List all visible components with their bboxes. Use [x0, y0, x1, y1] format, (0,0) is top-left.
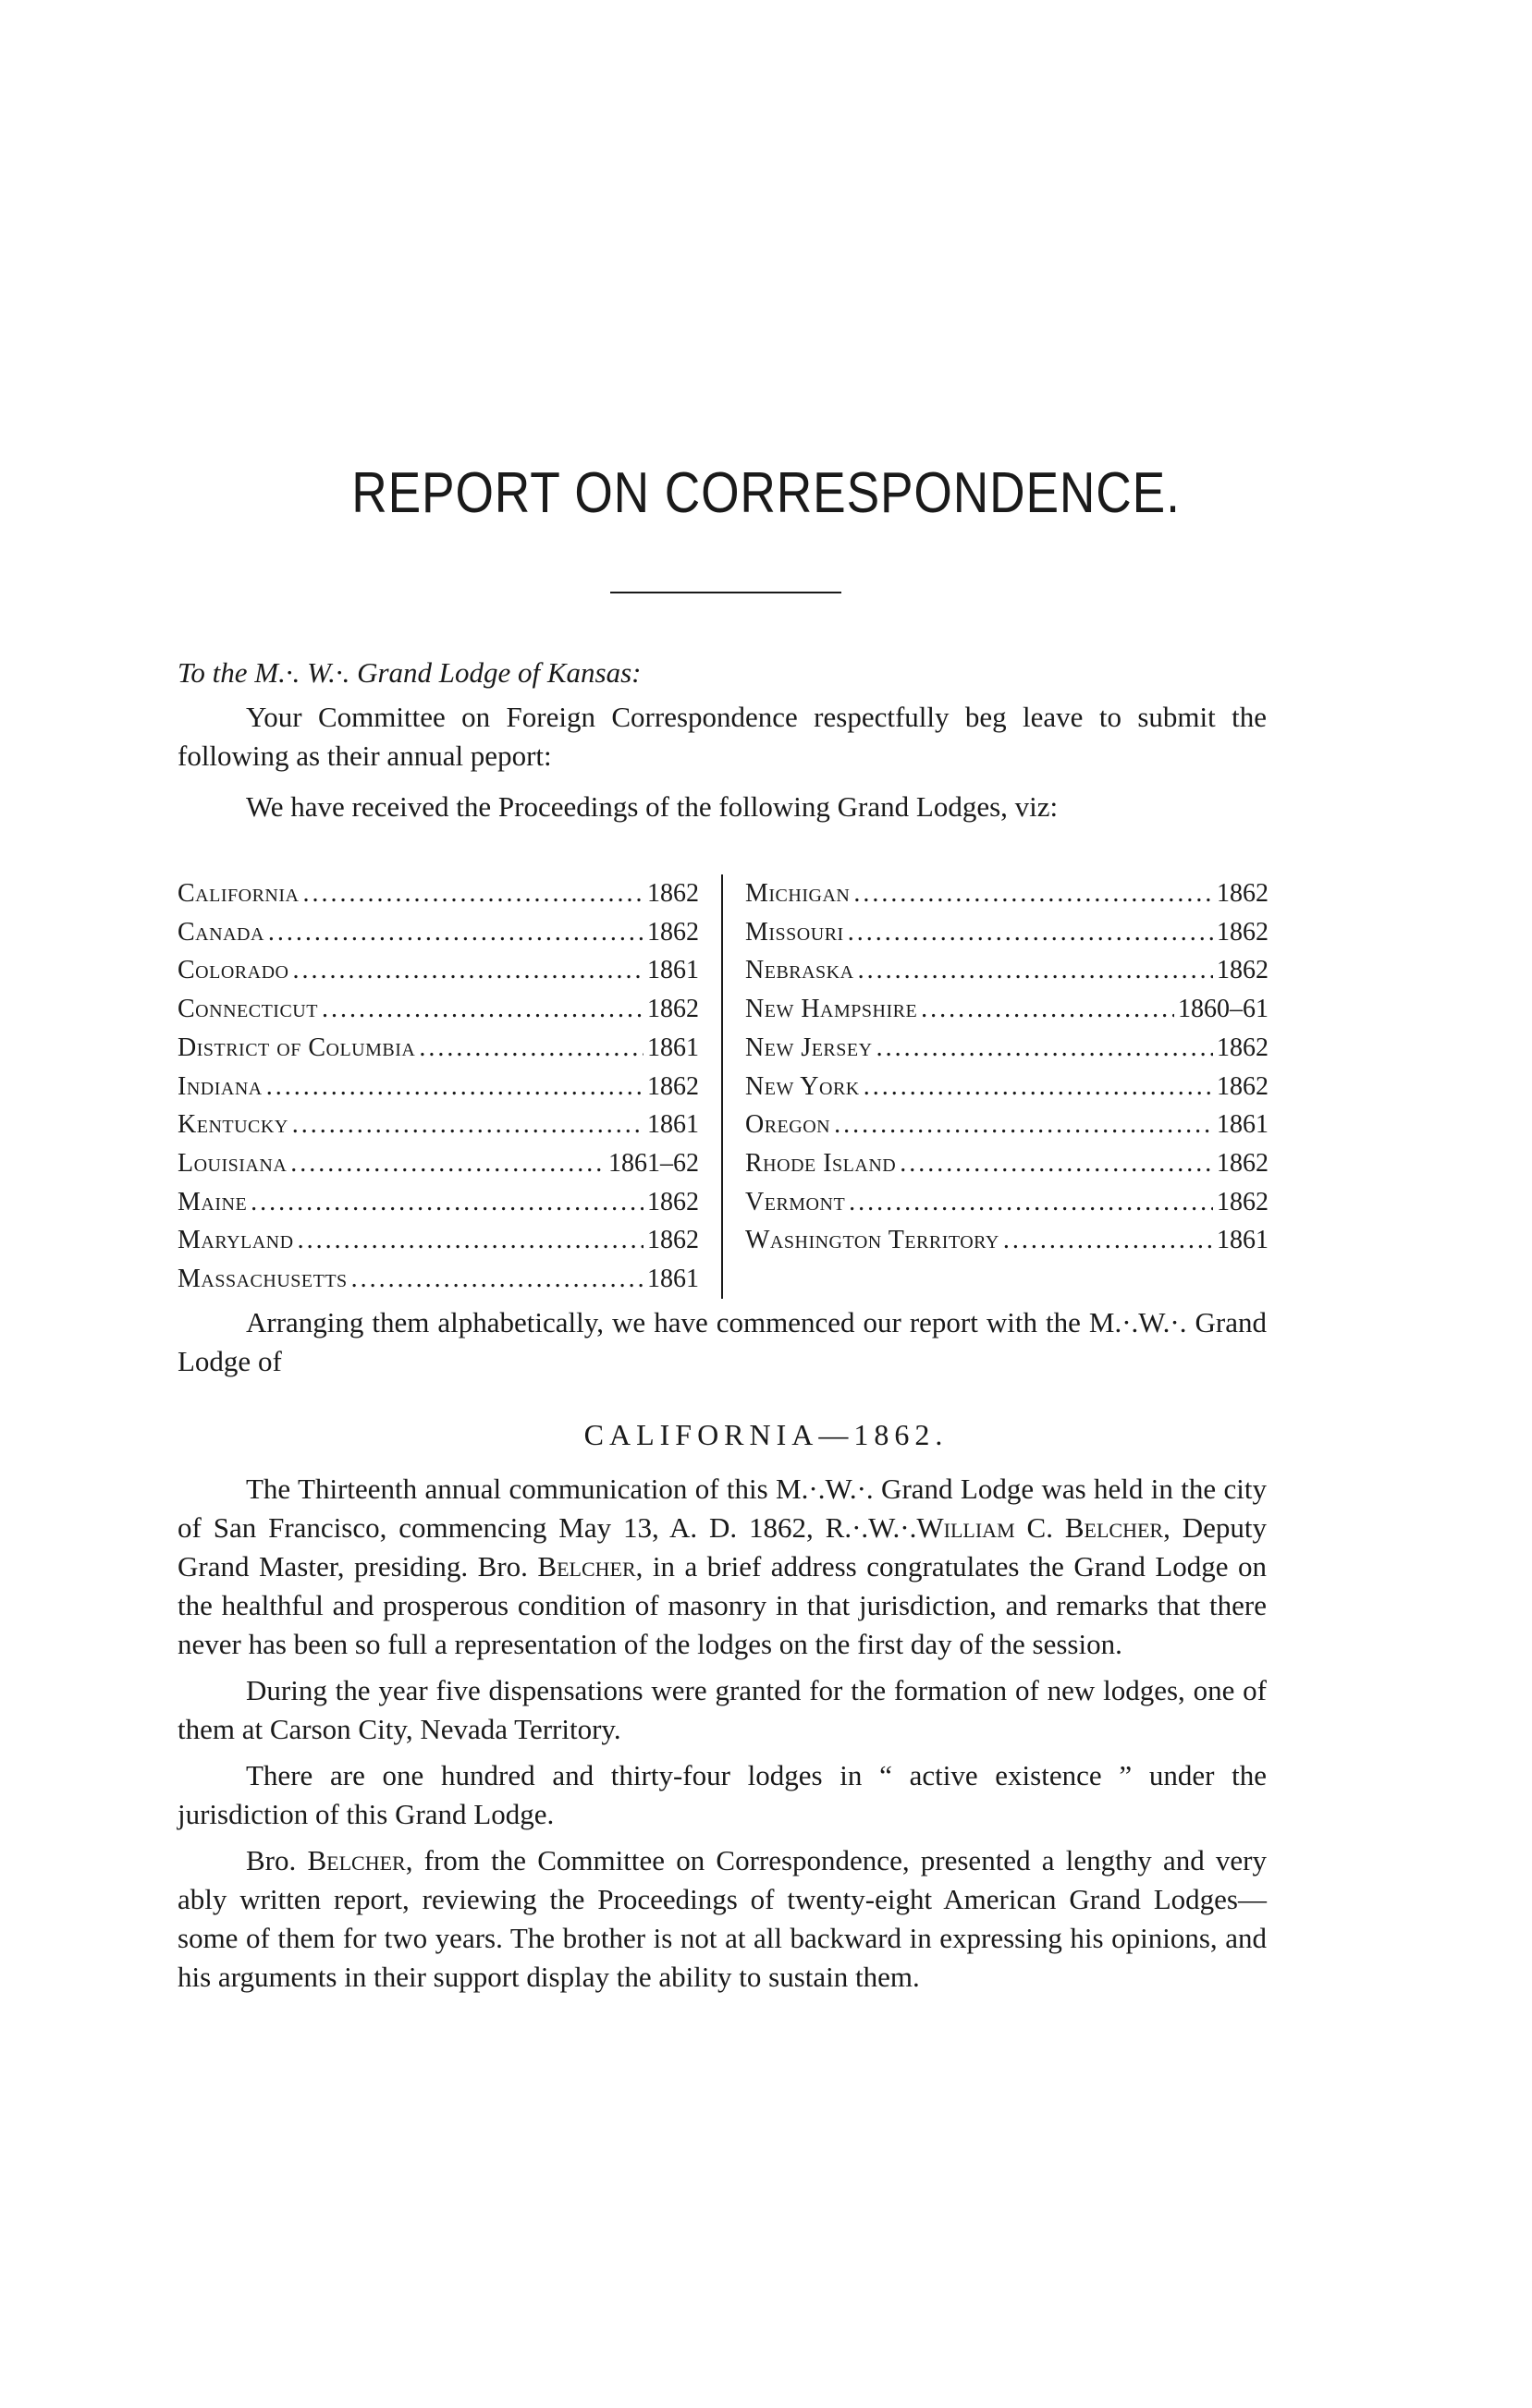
leader-dots [351, 1260, 643, 1299]
lodge-year: 1861 [1217, 1110, 1268, 1140]
body-paragraph-3: There are one hundred and thirty-four lodges in “ active existence ” under the jurisdiction of this Grand Lodge. [178, 1759, 1267, 1830]
salutation: To the M.·. W.·. Grand Lodge of Kansas: [178, 656, 642, 689]
lodge-name: New Jersey [745, 1033, 873, 1062]
lodge-year: 1860–61 [1178, 995, 1268, 1024]
person-name: Belcher [307, 1844, 406, 1876]
leader-dots [900, 1144, 1213, 1183]
leader-dots [292, 951, 643, 990]
body-paragraph-2: During the year five dispensations were granted for the formation of new lodges, one of them at Carson City, Nevada Territory. [178, 1674, 1267, 1745]
leader-dots [302, 874, 643, 913]
lodge-entry [745, 1221, 1268, 1260]
lodge-entry [745, 1183, 1268, 1222]
leader-dots [266, 1068, 643, 1106]
lodge-name: Oregon [745, 1110, 831, 1140]
lodges-left-column [178, 874, 723, 1299]
leader-dots [322, 990, 643, 1029]
leader-dots [298, 1221, 643, 1260]
lodge-name: Maryland [178, 1226, 294, 1255]
person-name: William C. Belcher [916, 1511, 1164, 1544]
lodge-entry [745, 1144, 1268, 1183]
lodge-entry [178, 951, 699, 990]
lodge-entry [745, 1068, 1268, 1106]
page-title: REPORT ON CORRESPONDENCE. [351, 461, 1181, 525]
lodge-year: 1862 [647, 995, 699, 1024]
lodge-entry [178, 1068, 699, 1106]
leader-dots [864, 1068, 1213, 1106]
lodge-entry [745, 913, 1268, 952]
lodge-name: California [178, 879, 300, 908]
leader-dots [921, 990, 1174, 1029]
lodge-name: Maine [178, 1187, 248, 1216]
lodge-name: Canada [178, 917, 264, 947]
lodge-name: Missouri [745, 917, 844, 947]
lodge-year: 1862 [647, 1226, 699, 1255]
lodge-name: Louisiana [178, 1148, 288, 1178]
lodge-year: 1861 [1217, 1226, 1268, 1255]
received-paragraph: We have received the Proceedings of the following Grand Lodges, viz: [246, 790, 1059, 823]
lodge-entry [745, 951, 1268, 990]
lodge-name: Massachusetts [178, 1265, 348, 1294]
body-text [178, 1470, 1267, 2004]
leader-dots [858, 951, 1213, 990]
lodge-entry [178, 1221, 699, 1260]
lodge-year: 1862 [1217, 1148, 1268, 1178]
body-paragraph-1: The Thirteenth annual communication of this M.·.W.·. Grand Lodge was held in the city of San Francisco, commencing May 13, A. D. 1862, R.·.W.·.William C. Belcher, Deputy Grand Master, presiding. Bro. Belcher, in a brief address congratulates the Grand Lodge on the healthful and prosperous condition of masonry in that jurisdiction, and remarks that there never has been so full a representation of the lodges on the first day of the session. [178, 1473, 1268, 1660]
lodge-year: 1862 [1217, 917, 1268, 947]
lodge-name: Rhode Island [745, 1148, 897, 1178]
lodge-year: 1862 [1217, 1187, 1268, 1216]
lodge-year: 1862 [647, 1187, 699, 1216]
lodge-year: 1861 [647, 1265, 699, 1294]
lodge-year: 1862 [1217, 879, 1268, 908]
lodge-entry [178, 1029, 699, 1068]
lodge-entry [745, 1106, 1268, 1144]
lodge-year: 1861 [647, 956, 699, 985]
lodge-entry [178, 913, 699, 952]
lodge-year: 1862 [647, 879, 699, 908]
leader-dots [292, 1106, 643, 1144]
lodge-year: 1862 [1217, 1071, 1268, 1101]
body-paragraph-4: Bro. Belcher, from the Committee on Correspondence, presented a lengthy and very ably written report, reviewing the Proceedings of twenty-eight American Grand Lodges—some of them for two years. The brother is not at all backward in expressing his opinions, and his arguments in their support display the ability to sustain them. [178, 1844, 1267, 1993]
lodge-entry [178, 874, 699, 913]
lodge-name: Vermont [745, 1187, 846, 1216]
title-rule [610, 592, 841, 593]
lodge-year: 1862 [647, 917, 699, 947]
intro-paragraph: Your Committee on Foreign Correspondence respectfully beg leave to submit the following as their annual peport: [178, 701, 1267, 772]
leader-dots [1003, 1221, 1213, 1260]
lodge-entry [745, 990, 1268, 1029]
grand-lodges-list [178, 874, 1268, 1299]
lodge-name: Washington Territory [745, 1226, 999, 1255]
lodge-name: Michigan [745, 879, 851, 908]
lodge-entry [178, 1144, 699, 1183]
lodge-year: 1862 [1217, 956, 1268, 985]
lodge-name: Kentucky [178, 1110, 288, 1140]
lodge-entry [745, 874, 1268, 913]
lodge-entry [178, 1183, 699, 1222]
leader-dots [834, 1106, 1213, 1144]
lodge-name: Indiana [178, 1071, 263, 1101]
leader-dots [290, 1144, 605, 1183]
leader-dots [853, 874, 1213, 913]
lodge-entry [178, 1260, 699, 1299]
lodge-entry [745, 1029, 1268, 1068]
lodge-name: Colorado [178, 956, 289, 985]
lodge-entry [178, 1106, 699, 1144]
lodge-year: 1862 [647, 1071, 699, 1101]
leader-dots [268, 913, 643, 952]
leader-dots [848, 913, 1213, 952]
leader-dots [251, 1183, 643, 1222]
leader-dots [419, 1029, 643, 1068]
lodge-name: District of Columbia [178, 1033, 416, 1062]
lodge-name: New York [745, 1071, 860, 1101]
lodge-name: New Hampshire [745, 995, 918, 1024]
section-heading: CALIFORNIA—1862. [583, 1418, 949, 1451]
leader-dots [876, 1029, 1213, 1068]
lodges-right-column [723, 874, 1268, 1299]
lodge-entry [178, 990, 699, 1029]
lodge-name: Nebraska [745, 956, 854, 985]
lodge-year: 1862 [1217, 1033, 1268, 1062]
lodge-year: 1861 [647, 1110, 699, 1140]
arranging-paragraph: Arranging them alphabetically, we have commenced our report with the M.·.W.·. Grand Lodge of [178, 1306, 1267, 1377]
lodge-year: 1861–62 [608, 1148, 699, 1178]
lodge-name: Connecticut [178, 995, 318, 1024]
person-name: Belcher [537, 1550, 636, 1583]
leader-dots [849, 1183, 1213, 1222]
lodge-year: 1861 [647, 1033, 699, 1062]
